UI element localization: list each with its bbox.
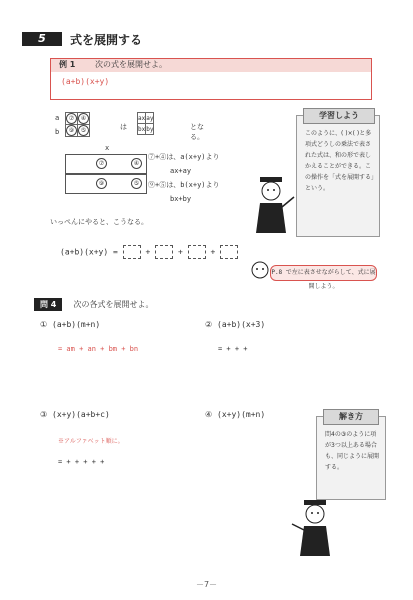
- problem-1: [40, 320, 100, 329]
- grid-cell: ⑤: [78, 125, 90, 137]
- solution-sidebox: [316, 412, 386, 500]
- circle-bottom: ⑨: [96, 178, 107, 189]
- example-box: [50, 58, 372, 100]
- example-label: 例 1: [59, 60, 76, 69]
- circle-bottom2: ⑤: [131, 178, 142, 189]
- blank-box: [123, 245, 141, 259]
- sidebox2-text: 問4の③のように項が3つ以上ある場合も、同じように展開する。: [325, 431, 380, 471]
- all-at-once-text: いっぺんにやると、こうなる。: [50, 218, 148, 226]
- page-number: －7－: [195, 580, 218, 589]
- problem-1-answer: = am + an + bm + bn: [58, 345, 139, 353]
- problem-4: [205, 410, 265, 419]
- question-label: 問 4: [34, 298, 62, 311]
- sidebox-text: このように、( )×( )と多項式どうしの乗法で表された式は、和の形で表しかえることができる。この操作を「式を展開する」という。: [305, 130, 375, 192]
- blank-box: [220, 245, 238, 259]
- tonaru-text: となる。: [190, 123, 204, 141]
- rect-top: [65, 154, 147, 174]
- expansion-eq: =: [113, 247, 118, 257]
- circle-top2: ④: [131, 158, 142, 169]
- problem-expr: (a+b)(m+n): [52, 320, 101, 329]
- top-x-label: x: [105, 144, 110, 152]
- result-grid: [137, 112, 154, 135]
- expansion-row: [60, 245, 238, 259]
- expansion-plus: +: [145, 247, 151, 257]
- section-number: 5: [22, 32, 62, 46]
- hint-bubble: P.8 で左に表させながらして、式に展開しよう。: [270, 265, 377, 281]
- problem-num: ④: [205, 410, 213, 419]
- row-label-a: a: [55, 114, 60, 122]
- note-line3: ⑨+⑤は、b(x+y)より: [148, 181, 220, 189]
- problem-expr: (x+y)(a+b+c): [52, 410, 110, 419]
- blank-box: [155, 245, 173, 259]
- question-instruction: 次の各式を展開せよ。: [73, 300, 154, 309]
- professor-illustration-2: [290, 498, 340, 558]
- expansion-lhs: (a+b)(x+y): [60, 247, 109, 257]
- grid-cell: ⑦: [66, 113, 78, 125]
- notes: [148, 150, 220, 206]
- wa-text: は: [120, 123, 127, 131]
- area-diagram: [55, 144, 145, 198]
- note-line1: ⑦+④は、a(x+y)より: [148, 153, 220, 161]
- problem-expr: (x+y)(m+n): [217, 410, 266, 419]
- example-instruction: 次の式を展開せよ。: [95, 60, 167, 69]
- cell-grid: [65, 112, 90, 137]
- section-header: [22, 30, 392, 50]
- grid-cell: ④: [78, 113, 90, 125]
- expansion-plus: +: [177, 247, 183, 257]
- problem-3: [40, 410, 110, 419]
- problem-num: ②: [205, 320, 213, 329]
- result-cell: by: [146, 125, 154, 133]
- sidebox2-head: 解き方: [323, 409, 379, 425]
- note-line4: bx+by: [170, 195, 192, 203]
- grid-cell: ⑨: [66, 125, 78, 137]
- problem-num: ①: [40, 320, 48, 329]
- result-cell: bx: [138, 125, 146, 133]
- problem-2-answer: = + + +: [218, 345, 248, 353]
- expansion-plus: +: [210, 247, 216, 257]
- problem-3-note: ※アルファベット順に。: [58, 438, 124, 445]
- professor-illustration: [250, 175, 296, 237]
- blank-box: [188, 245, 206, 259]
- circle-top: ⑦: [96, 158, 107, 169]
- problem-3-answer: = + + + + +: [58, 458, 105, 466]
- row-label-b: b: [55, 128, 60, 136]
- problem-expr: (a+b)(x+3): [217, 320, 266, 329]
- note-line2: ax+ay: [170, 167, 192, 175]
- problem-num: ③: [40, 410, 48, 419]
- question-header: [34, 292, 153, 311]
- rect-bottom: [65, 174, 147, 194]
- learning-sidebox: [296, 111, 380, 237]
- problem-2: [205, 320, 265, 329]
- section-title: 式を展開する: [70, 33, 143, 47]
- sidebox-head: 学習しよう: [303, 108, 375, 124]
- result-cell: ax: [138, 114, 146, 122]
- result-cell: ay: [146, 114, 154, 122]
- example-expression: (a+b)(x+y): [61, 77, 110, 86]
- small-face-illustration: [250, 258, 270, 282]
